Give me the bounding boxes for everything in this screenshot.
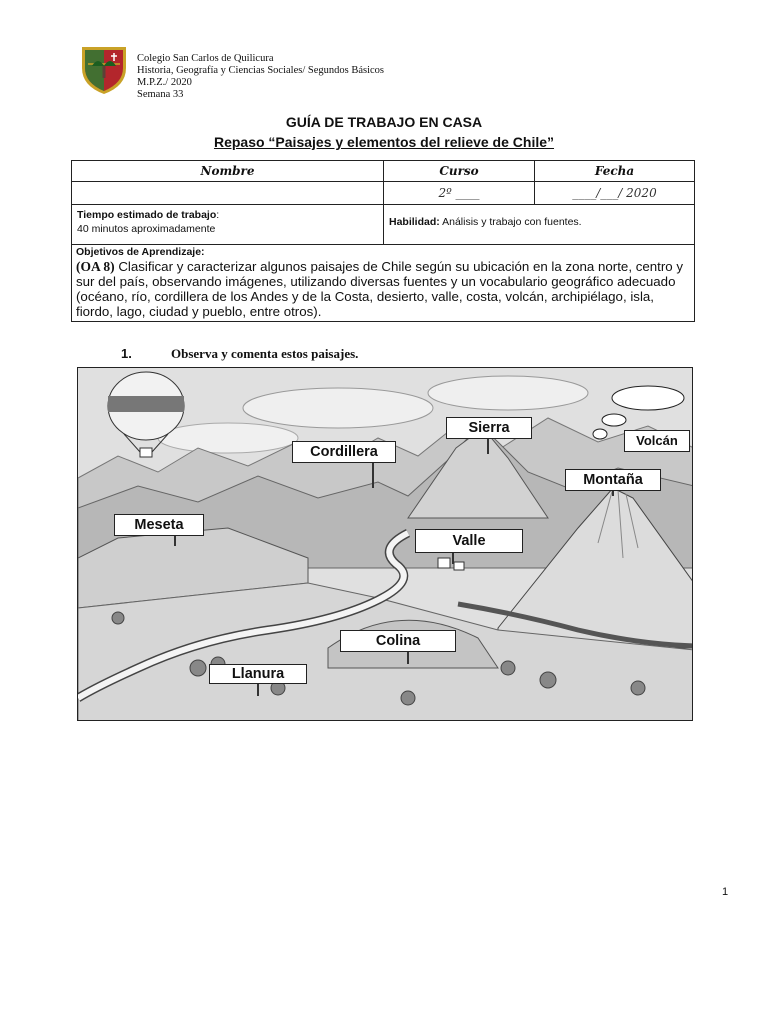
subject-line: Historia, Geografía y Ciencias Sociales/ Segundos Básicos (137, 65, 384, 76)
label-meseta: Meseta (114, 514, 204, 536)
time-estimate-label: Tiempo estimado de trabajo (77, 209, 217, 221)
week-line: Semana 33 (137, 89, 184, 100)
objective-code: (OA 8) (76, 259, 115, 274)
school-crest-logo (78, 44, 130, 96)
objective-description: Clasificar y caracterizar algunos paisajes de Chile según su ubicación en la zona norte, centro y sur del país, observando imágenes, utilizando diversas fuentes y un vocabulario geográfico adecuado (océano, río, cordillera de los Andes y de la Costa, desierto, valle, costa, volcán, archipiélago, isla, fiordo, lago, ciudad y pueblo, entre otros). (76, 259, 684, 319)
question-number: 1. (121, 346, 132, 361)
question-1 (121, 346, 358, 362)
skill-cell (384, 205, 695, 245)
landscape-illustration (77, 367, 693, 721)
label-llanura: Llanura (209, 664, 307, 684)
time-estimate-value: 40 minutos aproximadamente (77, 223, 216, 235)
label-sierra: Sierra (446, 417, 532, 439)
question-text: Observa y comenta estos paisajes. (171, 346, 359, 361)
label-montana: Montaña (565, 469, 661, 491)
label-colina: Colina (340, 630, 456, 652)
landscape-drawing (78, 368, 693, 721)
school-name: Colegio San Carlos de Quilicura (137, 53, 274, 64)
objectives-label: Objetivos de Aprendizaje: (76, 246, 205, 258)
time-estimate-colon: : (216, 209, 220, 221)
date-header: Fecha (535, 161, 695, 182)
objective-text (76, 259, 694, 319)
label-volcan: Volcán (624, 430, 690, 452)
document-title: GUÍA DE TRABAJO EN CASA (285, 114, 483, 130)
skill-label: Habilidad: (389, 216, 440, 228)
page-number: 1 (722, 886, 729, 898)
name-header: Nombre (72, 161, 384, 182)
course-field[interactable]: 2º ____ (384, 182, 535, 205)
label-cordillera: Cordillera (292, 441, 396, 463)
name-field[interactable] (72, 182, 384, 205)
document-subtitle: Repaso “Paisajes y elementos del relieve de Chile” (213, 134, 555, 150)
student-info-table (71, 160, 695, 322)
time-estimate-cell (72, 205, 384, 245)
label-valle: Valle (415, 529, 523, 553)
skill-value: Análisis y trabajo con fuentes. (439, 216, 582, 228)
objectives-cell (72, 245, 695, 322)
date-field[interactable]: ____/___/ 2020 (535, 182, 695, 205)
course-header: Curso (384, 161, 535, 182)
teacher-year: M.P.Z./ 2020 (137, 77, 192, 88)
